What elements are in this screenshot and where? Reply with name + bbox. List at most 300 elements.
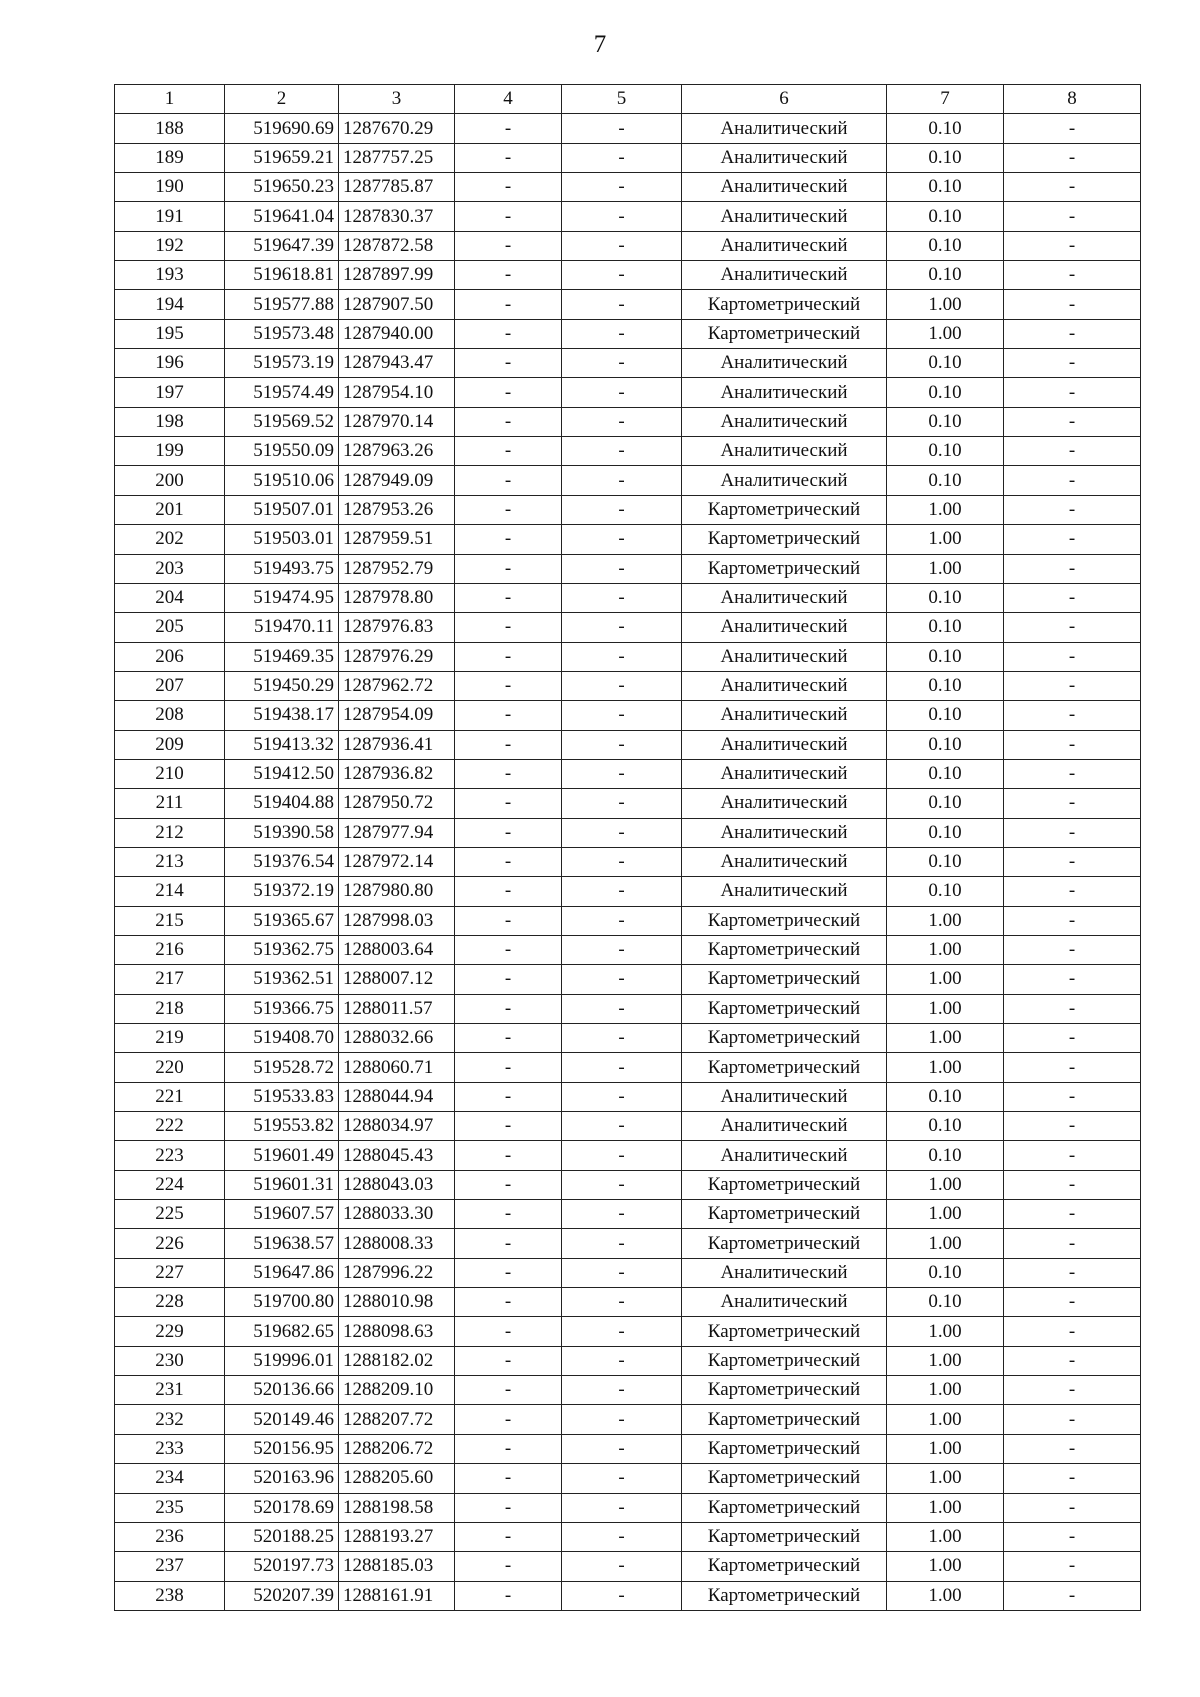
coordinate-y-cell: 1287996.22 xyxy=(339,1258,455,1287)
method-cell: Картометрический xyxy=(682,1405,887,1434)
column-4-value-cell: - xyxy=(455,789,562,818)
column-8-value-cell: - xyxy=(1004,1112,1141,1141)
table-row xyxy=(115,173,1141,202)
table-row xyxy=(115,906,1141,935)
coordinate-y-cell: 1288003.64 xyxy=(339,935,455,964)
accuracy-cell: 0.10 xyxy=(887,114,1004,143)
point-number-cell: 191 xyxy=(115,202,225,231)
accuracy-cell: 0.10 xyxy=(887,378,1004,407)
coordinate-y-cell: 1288207.72 xyxy=(339,1405,455,1434)
coordinate-y-cell: 1288032.66 xyxy=(339,1024,455,1053)
accuracy-cell: 1.00 xyxy=(887,906,1004,935)
table-row xyxy=(115,1493,1141,1522)
method-cell: Аналитический xyxy=(682,1082,887,1111)
point-number-cell: 203 xyxy=(115,554,225,583)
column-4-value-cell: - xyxy=(455,1229,562,1258)
accuracy-cell: 0.10 xyxy=(887,613,1004,642)
coordinate-y-cell: 1287962.72 xyxy=(339,671,455,700)
coordinate-x-cell: 520156.95 xyxy=(225,1434,339,1463)
method-cell: Картометрический xyxy=(682,1434,887,1463)
table-row xyxy=(115,1464,1141,1493)
coordinate-y-cell: 1288007.12 xyxy=(339,965,455,994)
table-row xyxy=(115,1317,1141,1346)
coordinate-x-cell: 519700.80 xyxy=(225,1288,339,1317)
column-8-value-cell: - xyxy=(1004,671,1141,700)
table-row xyxy=(115,1141,1141,1170)
point-number-cell: 231 xyxy=(115,1376,225,1405)
column-5-value-cell: - xyxy=(562,554,682,583)
coordinate-x-cell: 519404.88 xyxy=(225,789,339,818)
coordinate-x-cell: 519690.69 xyxy=(225,114,339,143)
accuracy-cell: 0.10 xyxy=(887,143,1004,172)
column-8-value-cell: - xyxy=(1004,437,1141,466)
coordinate-x-cell: 520163.96 xyxy=(225,1464,339,1493)
column-8-value-cell: - xyxy=(1004,1552,1141,1581)
column-5-value-cell: - xyxy=(562,1082,682,1111)
column-4-value-cell: - xyxy=(455,1581,562,1610)
coordinate-x-cell: 519372.19 xyxy=(225,877,339,906)
method-cell: Аналитический xyxy=(682,349,887,378)
method-cell: Аналитический xyxy=(682,114,887,143)
coordinate-x-cell: 519553.82 xyxy=(225,1112,339,1141)
table-row xyxy=(115,261,1141,290)
table-row xyxy=(115,319,1141,348)
coordinate-x-cell: 519469.35 xyxy=(225,642,339,671)
column-8-value-cell: - xyxy=(1004,554,1141,583)
column-4-value-cell: - xyxy=(455,202,562,231)
point-number-cell: 204 xyxy=(115,583,225,612)
point-number-cell: 214 xyxy=(115,877,225,906)
accuracy-cell: 0.10 xyxy=(887,818,1004,847)
coordinate-y-cell: 1287998.03 xyxy=(339,906,455,935)
point-number-cell: 201 xyxy=(115,495,225,524)
coordinate-x-cell: 520149.46 xyxy=(225,1405,339,1434)
method-cell: Аналитический xyxy=(682,1112,887,1141)
column-5-value-cell: - xyxy=(562,202,682,231)
point-number-cell: 209 xyxy=(115,730,225,759)
column-4-value-cell: - xyxy=(455,525,562,554)
column-5-value-cell: - xyxy=(562,495,682,524)
column-8-value-cell: - xyxy=(1004,818,1141,847)
point-number-cell: 237 xyxy=(115,1552,225,1581)
column-4-value-cell: - xyxy=(455,554,562,583)
column-4-value-cell: - xyxy=(455,1141,562,1170)
coordinate-x-cell: 519601.31 xyxy=(225,1170,339,1199)
coordinate-y-cell: 1287940.00 xyxy=(339,319,455,348)
header-row xyxy=(115,85,1141,114)
column-5-value-cell: - xyxy=(562,1170,682,1199)
column-8-value-cell: - xyxy=(1004,495,1141,524)
column-8-value-cell: - xyxy=(1004,994,1141,1023)
point-number-cell: 232 xyxy=(115,1405,225,1434)
column-4-value-cell: - xyxy=(455,143,562,172)
column-4-value-cell: - xyxy=(455,1082,562,1111)
coordinate-y-cell: 1288044.94 xyxy=(339,1082,455,1111)
column-4-value-cell: - xyxy=(455,1405,562,1434)
coordinate-y-cell: 1288098.63 xyxy=(339,1317,455,1346)
coordinate-x-cell: 519573.48 xyxy=(225,319,339,348)
column-8-value-cell: - xyxy=(1004,1493,1141,1522)
column-4-value-cell: - xyxy=(455,173,562,202)
method-cell: Картометрический xyxy=(682,906,887,935)
column-5-value-cell: - xyxy=(562,1053,682,1082)
method-cell: Картометрический xyxy=(682,1552,887,1581)
column-5-value-cell: - xyxy=(562,994,682,1023)
column-5-value-cell: - xyxy=(562,613,682,642)
accuracy-cell: 1.00 xyxy=(887,554,1004,583)
accuracy-cell: 0.10 xyxy=(887,407,1004,436)
column-5-value-cell: - xyxy=(562,906,682,935)
column-8-value-cell: - xyxy=(1004,378,1141,407)
coordinate-x-cell: 520178.69 xyxy=(225,1493,339,1522)
method-cell: Аналитический xyxy=(682,583,887,612)
column-4-value-cell: - xyxy=(455,1200,562,1229)
method-cell: Аналитический xyxy=(682,759,887,788)
column-header: 5 xyxy=(562,85,682,114)
column-5-value-cell: - xyxy=(562,642,682,671)
point-number-cell: 206 xyxy=(115,642,225,671)
point-number-cell: 207 xyxy=(115,671,225,700)
column-8-value-cell: - xyxy=(1004,1053,1141,1082)
column-4-value-cell: - xyxy=(455,759,562,788)
coordinate-y-cell: 1288010.98 xyxy=(339,1288,455,1317)
method-cell: Картометрический xyxy=(682,1024,887,1053)
point-number-cell: 202 xyxy=(115,525,225,554)
method-cell: Картометрический xyxy=(682,1522,887,1551)
coordinate-x-cell: 519510.06 xyxy=(225,466,339,495)
table-row xyxy=(115,730,1141,759)
table-row xyxy=(115,1053,1141,1082)
column-5-value-cell: - xyxy=(562,1581,682,1610)
accuracy-cell: 1.00 xyxy=(887,319,1004,348)
column-4-value-cell: - xyxy=(455,1376,562,1405)
column-8-value-cell: - xyxy=(1004,1317,1141,1346)
coordinate-y-cell: 1288193.27 xyxy=(339,1522,455,1551)
table-row xyxy=(115,1258,1141,1287)
column-header: 3 xyxy=(339,85,455,114)
method-cell: Аналитический xyxy=(682,1288,887,1317)
column-5-value-cell: - xyxy=(562,1434,682,1463)
coordinate-y-cell: 1287757.25 xyxy=(339,143,455,172)
table-row xyxy=(115,1112,1141,1141)
coordinate-x-cell: 519618.81 xyxy=(225,261,339,290)
column-8-value-cell: - xyxy=(1004,525,1141,554)
column-8-value-cell: - xyxy=(1004,1229,1141,1258)
table-row xyxy=(115,1405,1141,1434)
method-cell: Аналитический xyxy=(682,407,887,436)
column-8-value-cell: - xyxy=(1004,231,1141,260)
column-8-value-cell: - xyxy=(1004,1258,1141,1287)
table-row xyxy=(115,1522,1141,1551)
column-8-value-cell: - xyxy=(1004,407,1141,436)
coordinate-x-cell: 519470.11 xyxy=(225,613,339,642)
coordinate-x-cell: 519362.51 xyxy=(225,965,339,994)
column-4-value-cell: - xyxy=(455,701,562,730)
column-4-value-cell: - xyxy=(455,114,562,143)
table-row xyxy=(115,466,1141,495)
column-4-value-cell: - xyxy=(455,1024,562,1053)
accuracy-cell: 0.10 xyxy=(887,671,1004,700)
column-8-value-cell: - xyxy=(1004,261,1141,290)
column-5-value-cell: - xyxy=(562,1288,682,1317)
column-8-value-cell: - xyxy=(1004,1288,1141,1317)
point-number-cell: 194 xyxy=(115,290,225,319)
table-row xyxy=(115,1434,1141,1463)
column-8-value-cell: - xyxy=(1004,935,1141,964)
table-row xyxy=(115,701,1141,730)
column-8-value-cell: - xyxy=(1004,1082,1141,1111)
table-row xyxy=(115,1346,1141,1375)
column-4-value-cell: - xyxy=(455,466,562,495)
column-4-value-cell: - xyxy=(455,1552,562,1581)
accuracy-cell: 1.00 xyxy=(887,935,1004,964)
coordinate-y-cell: 1288209.10 xyxy=(339,1376,455,1405)
coordinate-x-cell: 519474.95 xyxy=(225,583,339,612)
column-4-value-cell: - xyxy=(455,290,562,319)
coordinate-x-cell: 519390.58 xyxy=(225,818,339,847)
table-row xyxy=(115,437,1141,466)
coordinate-x-cell: 519638.57 xyxy=(225,1229,339,1258)
table-row xyxy=(115,231,1141,260)
column-5-value-cell: - xyxy=(562,583,682,612)
point-number-cell: 188 xyxy=(115,114,225,143)
table-row xyxy=(115,495,1141,524)
method-cell: Аналитический xyxy=(682,437,887,466)
coordinate-y-cell: 1287954.09 xyxy=(339,701,455,730)
column-8-value-cell: - xyxy=(1004,877,1141,906)
column-5-value-cell: - xyxy=(562,877,682,906)
column-5-value-cell: - xyxy=(562,1258,682,1287)
coordinate-y-cell: 1287785.87 xyxy=(339,173,455,202)
coordinate-x-cell: 519641.04 xyxy=(225,202,339,231)
column-4-value-cell: - xyxy=(455,994,562,1023)
column-5-value-cell: - xyxy=(562,1493,682,1522)
coordinate-x-cell: 519550.09 xyxy=(225,437,339,466)
accuracy-cell: 0.10 xyxy=(887,437,1004,466)
coordinates-table xyxy=(114,84,1141,1611)
column-5-value-cell: - xyxy=(562,1522,682,1551)
column-4-value-cell: - xyxy=(455,1258,562,1287)
table-row xyxy=(115,877,1141,906)
coordinate-y-cell: 1288182.02 xyxy=(339,1346,455,1375)
method-cell: Картометрический xyxy=(682,495,887,524)
column-4-value-cell: - xyxy=(455,231,562,260)
coordinate-x-cell: 519503.01 xyxy=(225,525,339,554)
coordinate-x-cell: 519408.70 xyxy=(225,1024,339,1053)
column-8-value-cell: - xyxy=(1004,1522,1141,1551)
accuracy-cell: 1.00 xyxy=(887,1522,1004,1551)
column-5-value-cell: - xyxy=(562,759,682,788)
column-5-value-cell: - xyxy=(562,1229,682,1258)
column-4-value-cell: - xyxy=(455,1288,562,1317)
column-4-value-cell: - xyxy=(455,261,562,290)
column-8-value-cell: - xyxy=(1004,1141,1141,1170)
column-4-value-cell: - xyxy=(455,877,562,906)
column-5-value-cell: - xyxy=(562,671,682,700)
column-5-value-cell: - xyxy=(562,349,682,378)
column-4-value-cell: - xyxy=(455,906,562,935)
column-8-value-cell: - xyxy=(1004,642,1141,671)
coordinate-y-cell: 1288198.58 xyxy=(339,1493,455,1522)
point-number-cell: 222 xyxy=(115,1112,225,1141)
coordinate-x-cell: 519601.49 xyxy=(225,1141,339,1170)
accuracy-cell: 1.00 xyxy=(887,1024,1004,1053)
column-4-value-cell: - xyxy=(455,671,562,700)
method-cell: Картометрический xyxy=(682,1053,887,1082)
coordinate-x-cell: 519647.86 xyxy=(225,1258,339,1287)
column-5-value-cell: - xyxy=(562,290,682,319)
method-cell: Аналитический xyxy=(682,378,887,407)
column-8-value-cell: - xyxy=(1004,1024,1141,1053)
table-row xyxy=(115,935,1141,964)
table-row xyxy=(115,1200,1141,1229)
method-cell: Картометрический xyxy=(682,965,887,994)
accuracy-cell: 0.10 xyxy=(887,642,1004,671)
coordinate-x-cell: 519996.01 xyxy=(225,1346,339,1375)
method-cell: Аналитический xyxy=(682,818,887,847)
accuracy-cell: 0.10 xyxy=(887,231,1004,260)
column-8-value-cell: - xyxy=(1004,1581,1141,1610)
column-4-value-cell: - xyxy=(455,437,562,466)
point-number-cell: 211 xyxy=(115,789,225,818)
column-header: 7 xyxy=(887,85,1004,114)
method-cell: Аналитический xyxy=(682,231,887,260)
method-cell: Аналитический xyxy=(682,613,887,642)
point-number-cell: 205 xyxy=(115,613,225,642)
coordinate-y-cell: 1287977.94 xyxy=(339,818,455,847)
method-cell: Аналитический xyxy=(682,173,887,202)
column-5-value-cell: - xyxy=(562,261,682,290)
column-4-value-cell: - xyxy=(455,613,562,642)
column-8-value-cell: - xyxy=(1004,583,1141,612)
method-cell: Аналитический xyxy=(682,202,887,231)
point-number-cell: 196 xyxy=(115,349,225,378)
accuracy-cell: 0.10 xyxy=(887,1141,1004,1170)
method-cell: Картометрический xyxy=(682,1493,887,1522)
method-cell: Картометрический xyxy=(682,1229,887,1258)
column-5-value-cell: - xyxy=(562,525,682,554)
coordinate-y-cell: 1288008.33 xyxy=(339,1229,455,1258)
column-5-value-cell: - xyxy=(562,143,682,172)
point-number-cell: 223 xyxy=(115,1141,225,1170)
point-number-cell: 227 xyxy=(115,1258,225,1287)
column-header: 8 xyxy=(1004,85,1141,114)
accuracy-cell: 0.10 xyxy=(887,1082,1004,1111)
column-4-value-cell: - xyxy=(455,818,562,847)
coordinate-y-cell: 1288034.97 xyxy=(339,1112,455,1141)
table-row xyxy=(115,1024,1141,1053)
method-cell: Аналитический xyxy=(682,701,887,730)
coordinate-x-cell: 519493.75 xyxy=(225,554,339,583)
column-4-value-cell: - xyxy=(455,1170,562,1199)
coordinate-x-cell: 519577.88 xyxy=(225,290,339,319)
table-row xyxy=(115,642,1141,671)
table-row xyxy=(115,1229,1141,1258)
accuracy-cell: 0.10 xyxy=(887,701,1004,730)
coordinate-x-cell: 519659.21 xyxy=(225,143,339,172)
table-row xyxy=(115,994,1141,1023)
coordinate-x-cell: 519574.49 xyxy=(225,378,339,407)
method-cell: Картометрический xyxy=(682,1346,887,1375)
table-row xyxy=(115,525,1141,554)
coordinate-x-cell: 519362.75 xyxy=(225,935,339,964)
column-5-value-cell: - xyxy=(562,437,682,466)
column-8-value-cell: - xyxy=(1004,847,1141,876)
coordinate-y-cell: 1287954.10 xyxy=(339,378,455,407)
accuracy-cell: 1.00 xyxy=(887,495,1004,524)
column-8-value-cell: - xyxy=(1004,114,1141,143)
coordinate-y-cell: 1287970.14 xyxy=(339,407,455,436)
method-cell: Картометрический xyxy=(682,935,887,964)
accuracy-cell: 0.10 xyxy=(887,877,1004,906)
method-cell: Картометрический xyxy=(682,1317,887,1346)
column-5-value-cell: - xyxy=(562,818,682,847)
column-5-value-cell: - xyxy=(562,407,682,436)
coordinate-y-cell: 1287952.79 xyxy=(339,554,455,583)
coordinate-x-cell: 519528.72 xyxy=(225,1053,339,1082)
point-number-cell: 212 xyxy=(115,818,225,847)
coordinate-y-cell: 1288205.60 xyxy=(339,1464,455,1493)
coordinate-y-cell: 1287959.51 xyxy=(339,525,455,554)
point-number-cell: 218 xyxy=(115,994,225,1023)
column-5-value-cell: - xyxy=(562,1112,682,1141)
coordinate-y-cell: 1288060.71 xyxy=(339,1053,455,1082)
method-cell: Картометрический xyxy=(682,554,887,583)
column-4-value-cell: - xyxy=(455,847,562,876)
point-number-cell: 198 xyxy=(115,407,225,436)
method-cell: Аналитический xyxy=(682,847,887,876)
column-4-value-cell: - xyxy=(455,378,562,407)
accuracy-cell: 0.10 xyxy=(887,261,1004,290)
accuracy-cell: 1.00 xyxy=(887,1434,1004,1463)
column-5-value-cell: - xyxy=(562,114,682,143)
method-cell: Аналитический xyxy=(682,143,887,172)
table-row xyxy=(115,1552,1141,1581)
column-8-value-cell: - xyxy=(1004,701,1141,730)
column-4-value-cell: - xyxy=(455,349,562,378)
point-number-cell: 200 xyxy=(115,466,225,495)
accuracy-cell: 0.10 xyxy=(887,730,1004,759)
accuracy-cell: 0.10 xyxy=(887,789,1004,818)
coordinate-x-cell: 519607.57 xyxy=(225,1200,339,1229)
coordinate-y-cell: 1287830.37 xyxy=(339,202,455,231)
point-number-cell: 224 xyxy=(115,1170,225,1199)
column-4-value-cell: - xyxy=(455,1493,562,1522)
column-5-value-cell: - xyxy=(562,1024,682,1053)
coordinate-x-cell: 519450.29 xyxy=(225,671,339,700)
table-row xyxy=(115,1170,1141,1199)
point-number-cell: 230 xyxy=(115,1346,225,1375)
column-4-value-cell: - xyxy=(455,1464,562,1493)
table-row xyxy=(115,818,1141,847)
column-8-value-cell: - xyxy=(1004,1434,1141,1463)
column-8-value-cell: - xyxy=(1004,1346,1141,1375)
coordinate-x-cell: 519412.50 xyxy=(225,759,339,788)
column-8-value-cell: - xyxy=(1004,759,1141,788)
column-5-value-cell: - xyxy=(562,730,682,759)
column-5-value-cell: - xyxy=(562,1141,682,1170)
method-cell: Аналитический xyxy=(682,1141,887,1170)
table-row xyxy=(115,671,1141,700)
coordinate-y-cell: 1288033.30 xyxy=(339,1200,455,1229)
coordinate-x-cell: 519413.32 xyxy=(225,730,339,759)
column-5-value-cell: - xyxy=(562,378,682,407)
column-5-value-cell: - xyxy=(562,701,682,730)
accuracy-cell: 1.00 xyxy=(887,1170,1004,1199)
column-8-value-cell: - xyxy=(1004,1376,1141,1405)
column-header: 6 xyxy=(682,85,887,114)
method-cell: Картометрический xyxy=(682,1464,887,1493)
